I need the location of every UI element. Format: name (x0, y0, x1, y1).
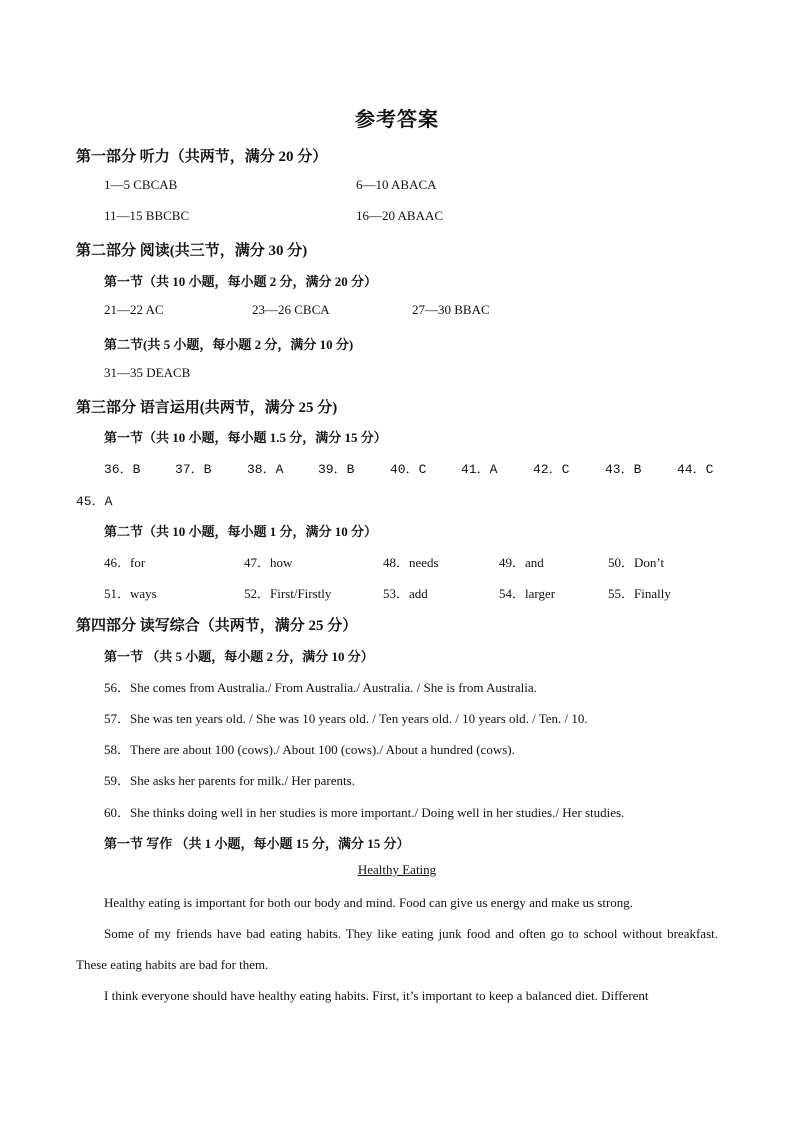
answer-53: 53．add (383, 586, 428, 601)
part4-writing-heading: 第一节 写作 （共 1 小题，每小题 15 分，满分 15 分） (104, 836, 410, 851)
answer-41: 41．A (461, 462, 498, 477)
part4-section1-heading: 第一节 （共 5 小题，每小题 2 分，满分 10 分） (104, 649, 374, 664)
answer-40: 40．C (390, 462, 427, 477)
essay-paragraph: Some of my friends have bad eating habits. They like eating junk food and often go to school without breakfast. These eating habits are bad for them. (76, 926, 718, 972)
answer-37: 37．B (175, 462, 212, 477)
part1-heading: 第一部分 听力（共两节，满分 20 分） (76, 149, 328, 165)
answer-49: 49．and (499, 555, 544, 570)
answer-1-5: 1—5 CBCAB (104, 177, 178, 192)
answer-21-22: 21—22 AC (104, 302, 164, 317)
answer-39: 39．B (318, 462, 355, 477)
answer-23-26: 23—26 CBCA (252, 302, 330, 317)
part4-heading: 第四部分 读写综合（共两节，满分 25 分） (76, 618, 358, 634)
answer-54: 54．larger (499, 586, 556, 601)
answer-52: 52．First/Firstly (244, 586, 332, 601)
answer-38: 38．A (247, 462, 284, 477)
page-title: 参考答案 (355, 109, 439, 131)
essay-paragraph: Healthy eating is important for both our body and mind. Food can give us energy and make us strong. (104, 895, 634, 910)
answer-58: 58．There are about 100 (cows)./ About 100 (cows)./ About a hundred (cows). (104, 742, 515, 757)
answer-60: 60．She thinks doing well in her studies is more important./ Doing well in her studies./ Her studies. (104, 805, 625, 820)
answer-59: 59．She asks her parents for milk./ Her parents. (104, 773, 355, 788)
answer-36: 36．B (104, 462, 141, 477)
answer-51: 51．ways (104, 586, 157, 601)
part3-heading: 第三部分 语言运用(共两节，满分 25 分) (76, 400, 338, 416)
answer-42: 42．C (533, 462, 570, 477)
part3-section2-heading: 第二节（共 10 小题，每小题 1 分，满分 10 分） (104, 524, 378, 539)
essay-paragraph: I think everyone should have healthy eating habits. First, it’s important to keep a balanced diet. Different (104, 988, 649, 1003)
answer-31-35: 31—35 DEACB (104, 365, 191, 380)
answer-47: 47．how (244, 555, 293, 570)
part3-section1-heading: 第一节（共 10 小题，每小题 1.5 分，满分 15 分） (104, 430, 387, 445)
answer-57: 57．She was ten years old. / She was 10 years old. / Ten years old. / 10 years old. / Ten. / 10. (104, 711, 588, 726)
answer-56: 56．She comes from Australia./ From Australia./ Australia. / She is from Australia. (104, 680, 537, 695)
answer-11-15: 11—15 BBCBC (104, 208, 190, 223)
essay-title: Healthy Eating (357, 862, 437, 877)
answer-6-10: 6—10 ABACA (356, 177, 437, 192)
answer-16-20: 16—20 ABAAC (356, 208, 444, 223)
answer-27-30: 27—30 BBAC (412, 302, 490, 317)
answer-48: 48．needs (383, 555, 439, 570)
part2-section1-heading: 第一节（共 10 小题，每小题 2 分，满分 20 分） (104, 274, 378, 289)
answer-43: 43．B (605, 462, 642, 477)
answer-50: 50．Don’t (608, 555, 665, 570)
answer-55: 55．Finally (608, 586, 671, 601)
part2-section2-heading: 第二节(共 5 小题，每小题 2 分，满分 10 分) (104, 337, 354, 352)
part2-heading: 第二部分 阅读(共三节，满分 30 分) (76, 243, 308, 259)
answer-46: 46．for (104, 555, 146, 570)
answer-44: 44．C (677, 462, 714, 477)
answer-45: 45．A (76, 494, 113, 509)
